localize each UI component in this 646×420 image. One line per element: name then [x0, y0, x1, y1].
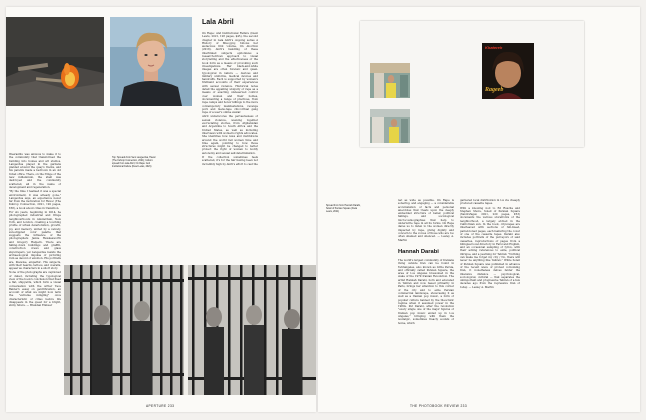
album-subtitle: Rageeb: [485, 87, 504, 93]
page-folio: APERTURE 233: [146, 404, 175, 408]
paragraph: If the collection sometimes feels scattered, it's for the fair having been not incredibly high by Abril's effort to cast the: [202, 155, 258, 166]
campfire-illustration: [6, 17, 104, 106]
paragraph: With a knowing nod to Ed Ruscha and Stephen Shore, Soleil of Persian Square (Xavin'Zagal, 2021, 220 pages, €33) documents the various storefronts of the neighborhood, a largely etched in the Californian sun. In the book, cityscapes are interleaved with sections of full-bleed, paired-toned pages, each featuring the cover of one of the cassette tapes. Darabi also includes portraits of the purveyors of said cassettes, reproductions of pages from a bilingual local directory in Farsi and English, and an occasional sampling of lyrics, with their aching references to exile, political intrigue, and a yearning for Tehran: "Nothing can make me forget my city / No, there will never be anything like Tehran." While Soleil of Persian Square was published in advance of the recent wave of protest convulsing Iran, it nonetheless delves fenter the intensive distance — psychological, sociological, cultural — that separates the unimportant and progressive Tehran of a few decades ago from the repressive Iran of today. — Lesley A. Martin: [460, 206, 520, 289]
paragraph: For six years, beginning in 2014, he photographed industrial and fringe neighbourhoods in Amsterdam, New York, and London, creating a touching profile of urban deterioration, growth, joy, and memory, united by a velvety, sun-stippled color palette that suggests the influence of the photographers Jamie Hawkesworth and Gregory Halpern. There are falling-down buildings and graffiti, construction crews and glass skyscrapers, yet Langevdsa resists the archaeological impulse of picturing ruin as devoid of emotion. His portraits are, likewise, empathic. His subjects, with their beards, tattoos, and overalls, appear as characters in a short story.: [9, 211, 61, 271]
darabi-review-continued-text: [460, 199, 520, 399]
right-page: [318, 7, 640, 412]
page-folio: THE PHOTOBOOK REVIEW 233: [410, 404, 468, 408]
cassette-album-cover: [482, 43, 534, 99]
portrait-illustration: [110, 17, 192, 106]
left-column-text: [9, 153, 61, 411]
paragraph: On Rape: And Institutional Failure (Dewi Lewis, 2021, 128 pages, $45), the second chapter in Lala Abril's ongoing series A History of Misogyny, follows her audacious first volume, On Abortion (2018). Abril's handling of these interlinked subjects epitomizes a research-driven approach to visual storytelling and the effectiveness of the book form as a means of provoking such investigations. Her black-and-white images are often forensic and quasi-typological in nature — devices and military uniforms, medical devices and handcuffs. Each is supported by women's firsthand accounts of their experiences with sexual violence. Historical notes detail the appalling ubiquity of rape as a means of exacting undeserved control over women and their bodies, documenting a range of practices, from rape camps and honor killings to the more contemporary manifestations, revenge porn and mens-rape chic-virtual gang rape of a user's online avatar.: [202, 32, 258, 115]
prison-bars-photo: [64, 265, 316, 395]
campfire-photo: [6, 17, 104, 106]
paragraph: net as wide as possible. On Rape is sobering, and engaging — a considerable accumulation of facts and personal anecdotes that treats upon the deeply embedded structure of belief, political failings, and sociological microcosmographies that help to underwrite rape in all its forms. On Rape dares us to listen to the women directly impacted by rape, giving dignity and concern to the voices of those who are too often shamed and silenced. — Lesley A. Martin: [398, 199, 454, 242]
paragraph: garnered local distribution in LA via cheaply produced cassette tapes.: [460, 199, 520, 206]
prison-bars-illustration: [64, 265, 316, 395]
left-page: [6, 7, 316, 412]
paragraph: Weerasthu was anxious to make it to the community that transformed the building into homes and art studios. Langevdsa played in the gardens planted around the quay's tracks, and his parents made a bedroom in an old ticket office. There, on the fringe of the new millennium, the shell was destroyed and the community scattered, all in the name of development and regeneration.: [9, 153, 61, 189]
paragraph: Abril underscores the pervasiveness of sexual violence, weaving together excruciating stories, from Afghanistan and Argentina to South Africa and the United States, as well as including interviews with women's rights advocates. She identifies how laws and institutions around the world fail women time and time again, pointing to how those structures might be changed to better protect the right of women to bodily autonomy and sexual self-determination.: [202, 115, 258, 155]
storefront-photo-bottom: [370, 109, 410, 143]
image-caption: Top: Spreads from Sem Langevdsa, Havoc (The Kubrop Connection, 2021); bottom: spread from Lala Abril, On Rape: And Institutional Failure (Dewi Lewis, 2021): [112, 157, 156, 168]
paragraph: The world's largest community of Iranians living outside Iran can be found in Tehrangeles, also known as Little Persia, and officially called Persian Square, the area of Los Angeles blossomed in the wake of the 1979 Iranian Revolution. The artist Hannah Darabi, born and educated in Tehran and now based primarily in Paris, brings her attention to this corner of the city and to exile Persian commercial landscape, showcasing it as well as a Iranian pop music, a form of popular culture banned by the theocratic regime when it assumed power in the 1980s. Per Darabi, after the revolution "every single one of the major figures of Iranian pop music ended up in Los Angeles," bringing with them the nostalgic, sometimes treacly sounds of home, which: [398, 259, 454, 325]
darabi-review-text: [398, 259, 454, 409]
image-caption: Spread from from Hannah Darabi, Soleil of Persian Square (Dewi Lewis, 2021): [326, 205, 361, 213]
review-column-text: [202, 32, 258, 277]
review-continuation-text: [398, 199, 454, 245]
paragraph: None of the photographs are captioned or dated, including the typological view of the book's conclusion that fixed a flat, shipyards, which form a visual conversation with the writer Tace Balder's essay on gentrification, an account of what we might now term the "extreme mingling" once characteristic of cities before life disappears in the quest for a bright, shiny future. — Brendan Embser: [9, 271, 61, 308]
section-title-hannah-darabi: Hannah Darabi: [398, 249, 439, 255]
album-title: Khatereh: [485, 45, 503, 50]
section-title-lala-abril: Lala Abril: [202, 19, 234, 26]
book-spread-image: [360, 21, 584, 147]
young-man-portrait: [110, 17, 192, 106]
storefront-photo-top: [370, 63, 410, 98]
paragraph: "By the time I realised it was a special environment, it was already gone," Langevdsa says, an experience never far from the motivation for Havoc (The Kubrop Connection, 2021, 192 pages, £38), a book about cities in transition.: [9, 190, 61, 210]
